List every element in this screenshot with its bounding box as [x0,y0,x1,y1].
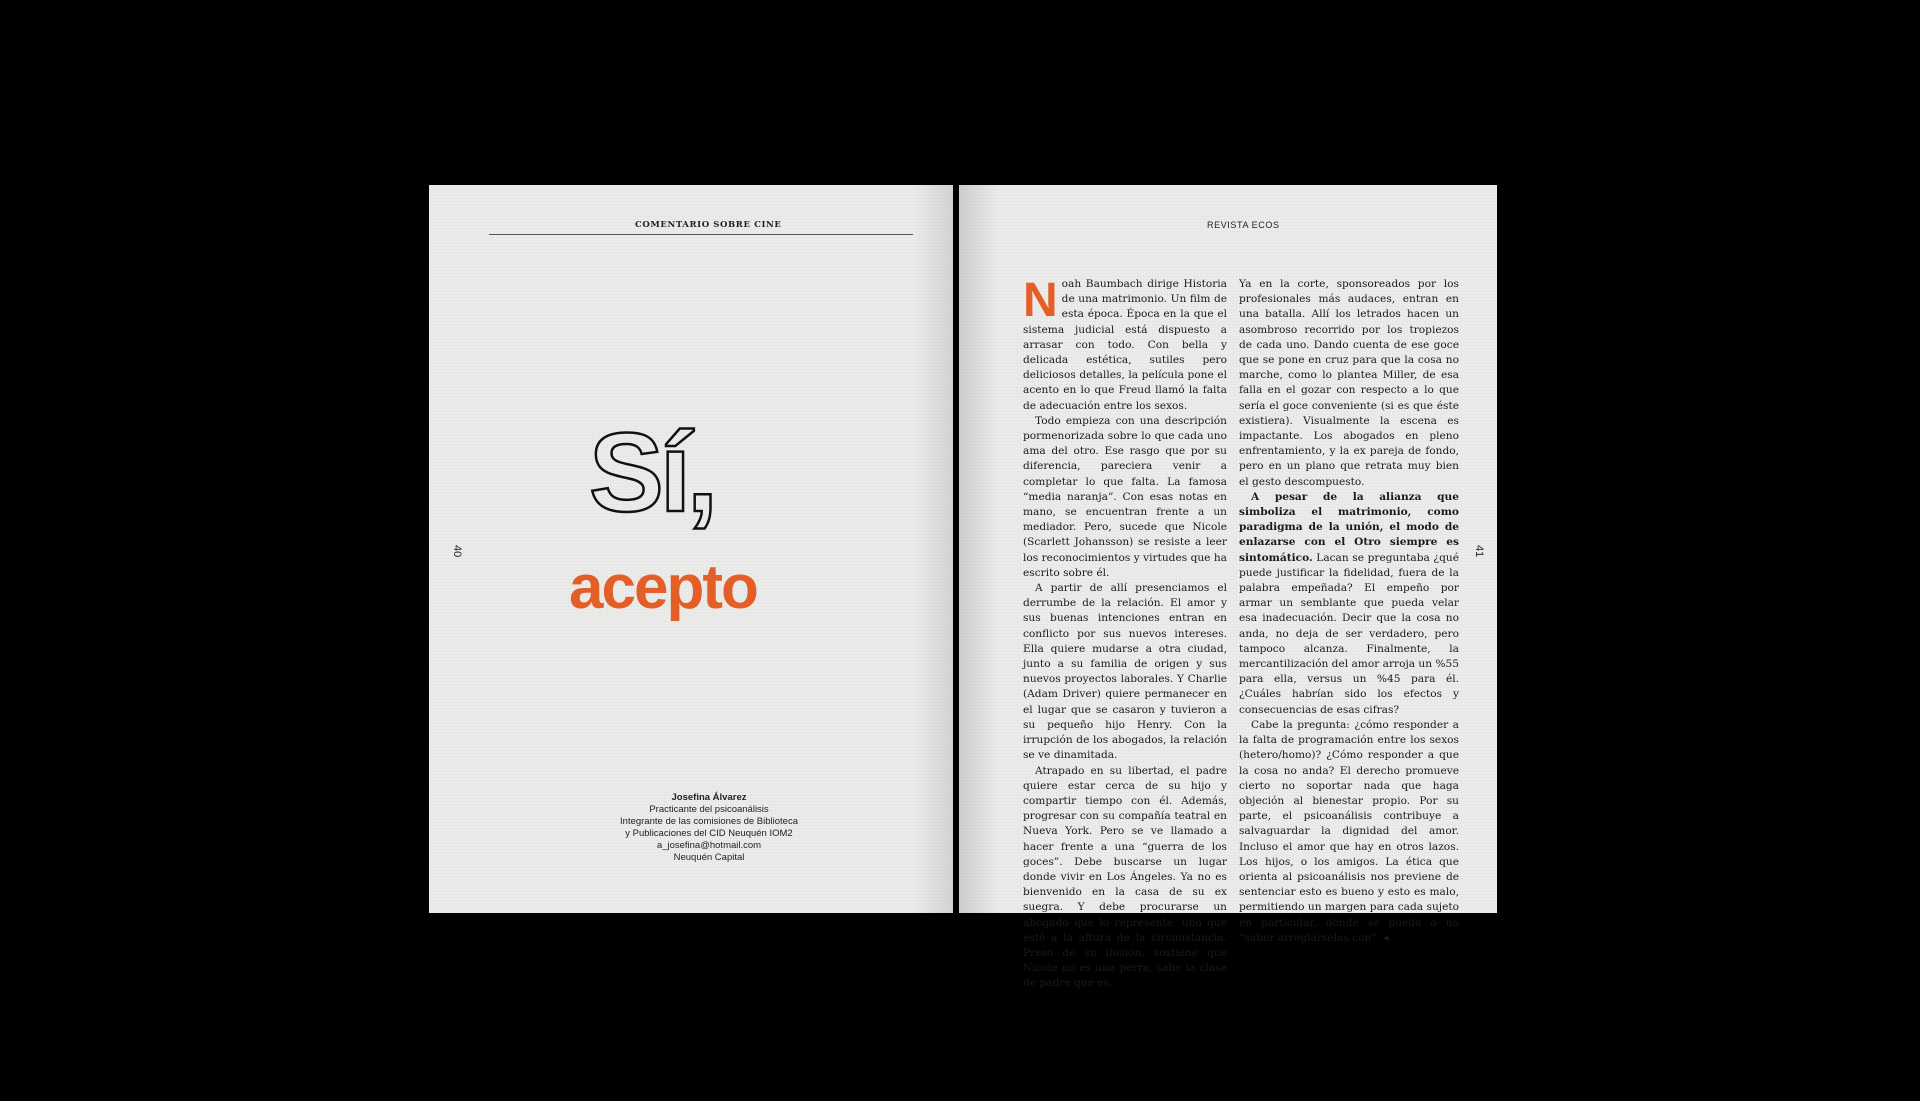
paragraph-7: Cabe la pregunta: ¿cómo responder a la falta de programación entre los sexos (hetero/homo)? ¿Cómo responder a que la cosa no anda? El derecho promueve cierto no soportar nada que haga objeción al bienestar propio. Por su parte, el psicoanálisis contribuye a salvaguardar la dignidad del amor. Incluso el amor que hay en otros lazos. Los hijos, o los amigos. La ética que orienta al psicoanálisis nos previene de sentenciar esto es bueno y esto es malo, permitiendo un margen para cada sujeto en particular, donde se pueda o no “saber arreglárselas con”. ◂ [1239,718,1459,944]
paragraph-4: Atrapado en su libertad, el padre quiere estar cerca de su hijo y compartir tiempo con él. Además, progresar con su compañía teatral en Nueva York. Pero se ve llamado a hacer frente a una “guerra de los goces”. Debe buscarse un lugar donde vivir en Los Ángeles. Ya no es bienvenido en la casa de su ex suegra. Y debe procurarse un abogado que lo represente, uno que esté a la altura de la circunstancia. Preso de su ilusión, sostiene que Nicole no es una perra, sabe la clase de padre que es. [1023,764,1227,990]
running-head-right: REVISTA ECOS [1207,220,1280,230]
gutter-shadow-right [959,185,999,913]
paragraph-2: Todo empieza con una descripción pormenorizada sobre lo que cada uno ama del otro. Ese rasgo que por su diferencia, pareciera venir a completar lo que falta. La famosa “media naranja”. Con esas notas en mano, se encuentran frente a un mediador. Pero, sucede que Nicole (Scarlett Johansson) se resiste a leer los reconocimientos y virtudes que ha escrito sobre él. [1023,414,1227,579]
right-page [959,185,1497,990]
running-head-left: COMENTARIO SOBRE CINE [635,220,782,230]
title-line-2: acepto [569,553,757,622]
page-number-left: 40 [451,545,463,558]
gutter-shadow-left [913,185,953,913]
author-line-1: Practicante del psicoanálisis [649,804,769,815]
author-line-3: y Publicaciones del CID Neuquén IOM2 [625,828,793,839]
drop-cap: N [1023,274,1058,327]
title-line-1: Sí, [589,410,714,535]
author-location: Neuquén Capital [673,852,745,863]
author-line-2: Integrante de las comisiones de Biblioteca [620,816,798,827]
paragraph-3: A partir de allí presenciamos el derrumbe de la relación. El amor y sus buenas intenciones entran en conflicto por sus nuevos intereses. Ella quiere mudarse a otra ciudad, junto a su familia de origen y sus nuevos proyectos laborales. Y Charlie (Adam Driver) quiere permanecer en el lugar que se casaron y tuvieron a su pequeño hijo Henry. Con la irrupción de los abogados, la relación se ve dinamitada. [1023,582,1227,762]
paragraph-5: Ya en la corte, sponsoreados por los profesionales más audaces, entran en una batalla. Allí los letrados hacen un asombroso recorrido por los tropiezos de cada uno. Dando cuenta de ese goce que se pone en cruz para que la cosa no marche, como lo plantea Miller, de esa falla en el gozar con respecto a lo que sería el goce conveniente (si es que éste existiera). Visualmente la escena es impactante. Los abogados en pleno enfrentamiento, y la ex pareja de fondo, pero en un plano que retrata muy bien el gesto descompuesto. [1239,278,1459,488]
paragraph-1: Noah Baumbach dirige Historia de una matrimonio. Un film de esta época. Época en la que el sistema judicial está dispuesto a arrasar con todo. Con bella y delicada estética, sutiles pero deliciosos detalles, la película pone el acento en lo que Freud llamó la falta de adecuación entre los sexos. [1023,274,1227,412]
page-number-right: 41 [1473,545,1485,558]
author-name: Josefina Álvarez [671,792,747,803]
article-column-2 [1239,277,1459,946]
author-email: a_josefina@hotmail.com [656,840,762,851]
paragraph-6: A pesar de la alianza que simboliza el matrimonio, como paradigma de la unión, el modo de enlazarse con el Otro siempre es sintomático. Lacan se preguntaba ¿qué puede justificar la fidelidad, fuera de la palabra empeñada? El empeño por armar un semblante que pueda velar esa inadecuación. Decir que la cosa no anda, no deja de ser verdadero, pero tampoco alcanza. Finalmente, la mercantilización del amor arroja un %55 para ella, versus un %45 para él. ¿Cuáles habrían sido los efectos y consecuencias de esas cifras? [1239,490,1459,716]
article-column-1 [1023,274,1227,992]
header-rule [489,234,913,235]
left-page [429,185,953,913]
author-block [559,792,859,864]
pull-lead: A pesar de la alianza que simboliza el matrimonio, como paradigma de la unión, el modo de enlazarse con el Otro siempre es sintomático. [1239,490,1459,564]
